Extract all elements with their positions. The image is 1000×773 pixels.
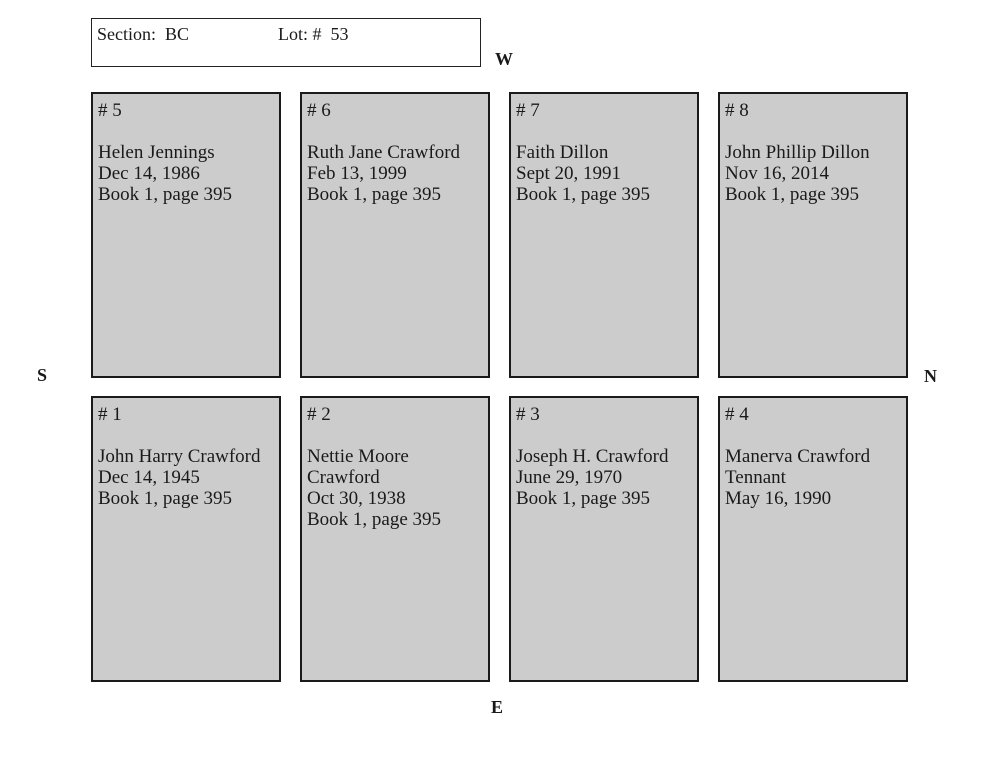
plot-occupant-name-continued: Tennant: [725, 467, 786, 488]
burial-plot-8: [718, 92, 908, 378]
plot-date: June 29, 1970: [516, 467, 623, 488]
plot-occupant-name: Nettie Moore: [307, 446, 409, 467]
plot-record-reference: Book 1, page 395: [516, 488, 651, 509]
section-label: Section: BC: [97, 24, 190, 44]
burial-plot-4: [718, 396, 908, 682]
plot-record-reference: Book 1, page 395: [725, 184, 860, 205]
plot-number: # 2: [307, 404, 331, 425]
burial-plot-3: [509, 396, 699, 682]
plot-date: Feb 13, 1999: [307, 163, 407, 184]
plot-record-reference: Book 1, page 395: [98, 184, 233, 205]
plot-date: Nov 16, 2014: [725, 163, 829, 184]
plot-number: # 1: [98, 404, 122, 425]
section-lot-header: [91, 18, 481, 67]
plot-record-reference: Book 1, page 395: [98, 488, 233, 509]
plot-occupant-name: Helen Jennings: [98, 142, 215, 163]
burial-plot-2: [300, 396, 490, 682]
plot-number: # 7: [516, 100, 540, 121]
plot-date: Dec 14, 1986: [98, 163, 200, 184]
plot-number: # 6: [307, 100, 331, 121]
lot-label: Lot: # 53: [278, 24, 349, 44]
plot-occupant-name: Ruth Jane Crawford: [307, 142, 461, 163]
plot-number: # 4: [725, 404, 749, 425]
plot-number: # 3: [516, 404, 540, 425]
plot-number: # 5: [98, 100, 122, 121]
plot-occupant-name: John Phillip Dillon: [725, 142, 870, 163]
compass-south: S: [37, 365, 48, 385]
plot-record-reference: Book 1, page 395: [307, 184, 442, 205]
burial-plot-5: [91, 92, 281, 378]
plot-occupant-name: Manerva Crawford: [725, 446, 871, 467]
plot-occupant-name: Faith Dillon: [516, 142, 609, 163]
plot-record-reference: Book 1, page 395: [307, 509, 442, 530]
plot-record-reference: Book 1, page 395: [516, 184, 651, 205]
plot-date: Oct 30, 1938: [307, 488, 406, 509]
plot-occupant-name: John Harry Crawford: [98, 446, 261, 467]
burial-plot-6: [300, 92, 490, 378]
plot-date: Dec 14, 1945: [98, 467, 200, 488]
plot-occupant-name: Joseph H. Crawford: [516, 446, 669, 467]
plot-date: May 16, 1990: [725, 488, 832, 509]
compass-west: W: [495, 49, 513, 69]
plot-occupant-name-continued: Crawford: [307, 467, 380, 488]
compass-east: E: [491, 697, 504, 717]
burial-plot-1: [91, 396, 281, 682]
burial-plot-7: [509, 92, 699, 378]
compass-north: N: [924, 366, 937, 386]
plot-number: # 8: [725, 100, 749, 121]
plot-date: Sept 20, 1991: [516, 163, 622, 184]
